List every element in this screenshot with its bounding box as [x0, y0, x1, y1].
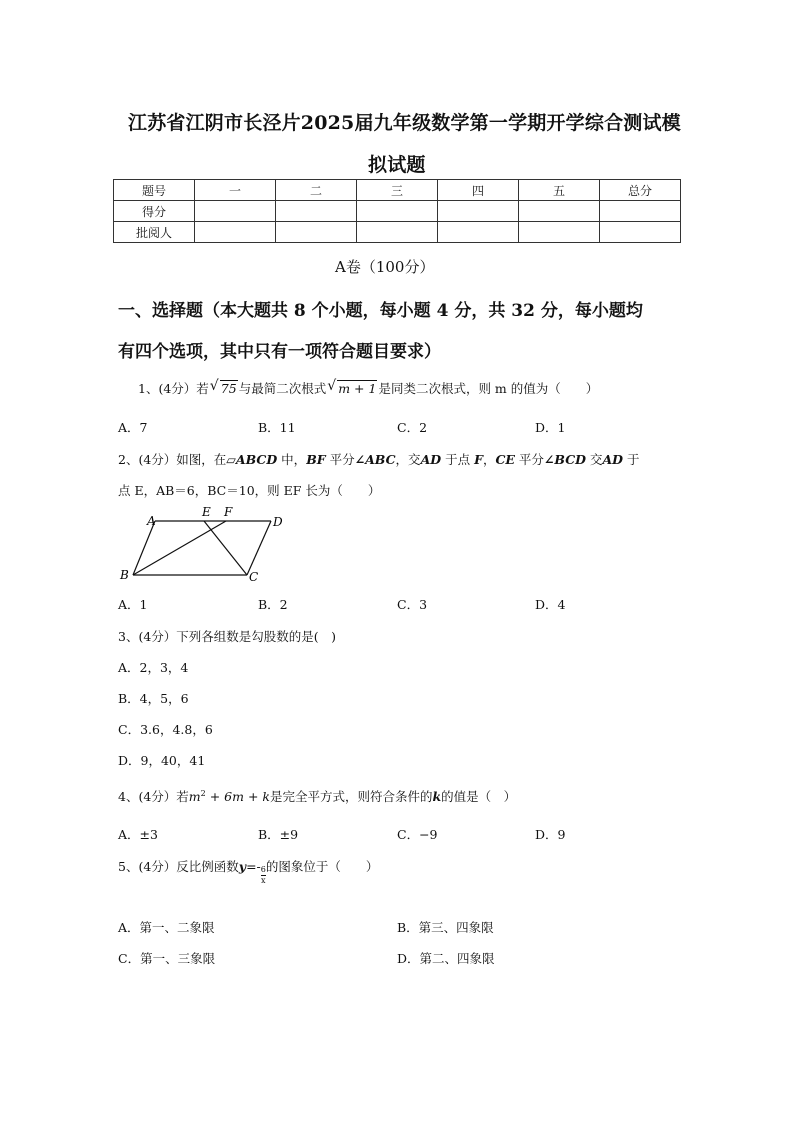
q4-expr-m: m: [188, 789, 201, 804]
question-5-stem: [118, 857, 379, 885]
label-d: D: [273, 515, 283, 529]
table-row-label: 得分: [114, 201, 195, 222]
q5-option-d: D．第二、四象限: [397, 951, 495, 966]
q4-option-a: A．±3: [118, 827, 158, 842]
table-cell: [519, 201, 600, 222]
table-cell: [195, 201, 276, 222]
q2-option-d: D．4: [535, 597, 566, 612]
q1-prefix: 1、(4分）若: [138, 381, 209, 396]
table-header-cell: 总分: [600, 180, 681, 201]
segment-cd: [247, 521, 271, 575]
table-cell: [195, 222, 276, 243]
q4-option-b: B．±9: [258, 827, 299, 842]
q2-text: 于点: [441, 452, 475, 467]
score-table-header-row: [114, 180, 681, 201]
table-cell: [600, 222, 681, 243]
volume-heading: A卷（100分）: [335, 258, 435, 276]
table-header-cell: 四: [438, 180, 519, 201]
table-header-cell: 一: [195, 180, 276, 201]
label-e: E: [202, 505, 211, 519]
q4-option-d: D．9: [535, 827, 566, 842]
q2-math: ∠ABC: [354, 452, 396, 467]
table-row-label: 批阅人: [114, 222, 195, 243]
q2-option-b: B．2: [258, 597, 288, 612]
table-cell: [438, 222, 519, 243]
q3-option-a: A．2，3，4: [118, 660, 189, 675]
question-2-stem-line1: [118, 450, 640, 468]
q5-option-a: A．第一、二象限: [118, 920, 215, 935]
score-table-row-reviewer: [114, 222, 681, 243]
table-header-cell: 二: [276, 180, 357, 201]
table-cell: [600, 201, 681, 222]
q2-text: ，: [482, 452, 496, 467]
question-3-stem: 3、(4分）下列各组数是勾股数的是( ): [118, 629, 337, 644]
table-cell: [357, 222, 438, 243]
q3-option-d: D．9，40，41: [118, 753, 206, 768]
table-cell: [276, 222, 357, 243]
q2-math: AD: [602, 452, 624, 467]
q2-math: F: [474, 452, 483, 467]
q2-text: 交: [585, 452, 603, 467]
q1-mid: 与最简二次根式: [238, 381, 327, 396]
q4-k: k: [432, 789, 442, 804]
table-header-cell: 五: [519, 180, 600, 201]
q2-text: 于: [623, 452, 640, 467]
q1-option-c: C．2: [397, 420, 428, 435]
q2-math: BF: [306, 452, 326, 467]
question-4-stem: [118, 787, 516, 805]
q5-eq: =-: [246, 859, 261, 874]
q2-math: CE: [495, 452, 515, 467]
q3-option-b: B．4，5，6: [118, 691, 189, 706]
question-2-stem-line2: 点 E，AB＝6，BC＝10，则 EF 长为（ ）: [118, 483, 381, 498]
q2-text: 2、(4分）如图，在: [118, 452, 227, 467]
parallelogram-figure: [115, 502, 295, 586]
q5-prefix: 5、(4分）反比例函数: [118, 859, 239, 874]
label-c: C: [249, 570, 259, 584]
label-f: F: [224, 505, 233, 519]
q4-option-c: C．−9: [397, 827, 438, 842]
segment-ce: [204, 521, 247, 575]
question-1-stem: [138, 379, 598, 397]
q1-option-d: D．1: [535, 420, 566, 435]
table-cell: [276, 201, 357, 222]
q5-frac-den: x: [261, 876, 266, 885]
segment-bf: [133, 521, 226, 575]
sqrt-75-radicand: 75: [220, 381, 237, 396]
q5-option-c: C．第一、三象限: [118, 951, 216, 966]
q1-suffix: 是同类二次根式，则 m 的值为（ ）: [378, 381, 599, 396]
table-cell: [438, 201, 519, 222]
sqrt-m-plus-1: √ m + 1: [327, 378, 377, 396]
q5-frac-num: 6: [260, 865, 266, 874]
exam-title-line1: 江苏省江阴市长泾片2025届九年级数学第一学期开学综合测试模: [128, 112, 681, 134]
q4-prefix: 4、(4分）若: [118, 789, 189, 804]
sqrt-m1-radicand: m + 1: [338, 381, 377, 396]
q1-option-b: B．11: [258, 420, 296, 435]
q2-text: 平分: [514, 452, 544, 467]
q5-y: y: [238, 859, 247, 874]
table-cell: [519, 222, 600, 243]
q4-mid: 是完全平方式，则符合条件的: [269, 789, 433, 804]
q3-option-c: C．3.6，4.8，6: [118, 722, 213, 737]
q4-expr-sup: 2: [200, 788, 206, 798]
section-heading-line1: 一、选择题（本大题共 8 个小题，每小题 4 分，共 32 分，每小题均: [118, 301, 643, 321]
table-header-cell: 题号: [114, 180, 195, 201]
table-header-cell: 三: [357, 180, 438, 201]
table-cell: [357, 201, 438, 222]
label-b: B: [120, 568, 129, 582]
q5-fraction: [261, 865, 266, 886]
section-heading-line2: 有四个选项，其中只有一项符合题目要求）: [118, 342, 441, 362]
q4-expr-rest: + 6m + k: [205, 789, 270, 804]
exam-title-line2: 拟试题: [368, 154, 426, 176]
q2-math: AD: [420, 452, 442, 467]
segment-ab: [133, 521, 155, 575]
q4-suffix: 的值是（ ）: [441, 789, 517, 804]
q2-math: ∠BCD: [543, 452, 586, 467]
score-table: [113, 179, 681, 243]
q2-text: 中，: [277, 452, 307, 467]
q5-option-b: B．第三、四象限: [397, 920, 494, 935]
q2-text: ，交: [395, 452, 421, 467]
q2-text: 平分: [325, 452, 355, 467]
q2-parallelogram: ▱ABCD: [226, 452, 278, 467]
label-a: A: [147, 514, 156, 528]
q2-option-c: C．3: [397, 597, 428, 612]
q1-option-a: A．7: [118, 420, 148, 435]
sqrt-75: √ 75: [209, 378, 237, 396]
score-table-row-score: [114, 201, 681, 222]
q2-option-a: A．1: [118, 597, 148, 612]
q5-suffix: 的图象位于（ ）: [265, 859, 379, 874]
